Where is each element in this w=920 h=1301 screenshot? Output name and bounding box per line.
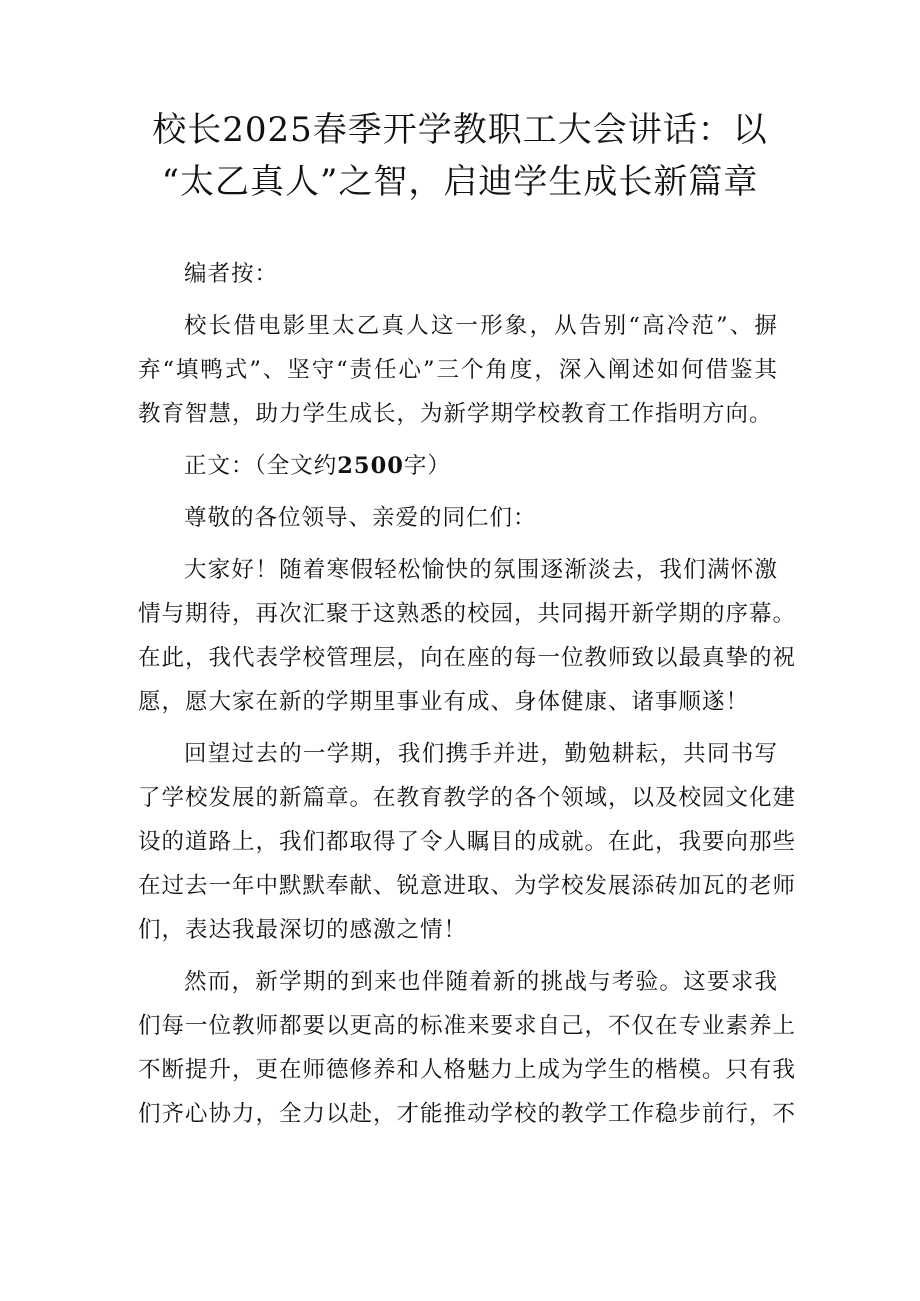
title-line-2: “太乙真人”之智，启迪学生成长新篇章 — [161, 162, 759, 202]
paragraph-line: 在过去一年中默默奉献、锐意进取、为学校发展添砖加瓦的老师 — [138, 873, 797, 899]
document-body — [138, 252, 797, 1136]
greeting-paragraph — [138, 496, 778, 540]
body-label-paragraph — [138, 444, 778, 488]
editor-note-label-paragraph — [138, 252, 778, 296]
body-label-count: 2500 — [337, 453, 404, 479]
paragraph-line: 们每一位教师都要以更高的标准来要求自己，不仅在专业素养上 — [138, 1013, 797, 1039]
paragraph-line: 不断提升，更在师德修养和人格魅力上成为学生的楷模。只有我 — [138, 1057, 797, 1083]
paragraph-line: 情与期待，再次汇聚于这熟悉的校园，共同揭开新学期的序幕。 — [138, 601, 797, 627]
body-label — [138, 444, 778, 488]
paragraph-line: 然而，新学期的到来也伴随着新的挑战与考验。这要求我 — [184, 969, 778, 995]
greeting: 尊敬的各位领导、亲爱的同仁们： — [184, 505, 537, 531]
editor-note-line: 弃“填鸭式”、坚守“责任心”三个角度，深入阐述如何借鉴其 — [138, 357, 778, 383]
editor-note-label: 编者按： — [184, 261, 279, 287]
paragraph-3 — [138, 960, 797, 1136]
editor-note-paragraph — [138, 304, 778, 436]
paragraph-line: 了学校发展的新篇章。在教育教学的各个领域，以及校园文化建 — [138, 785, 797, 811]
paragraph-line: 大家好！随着寒假轻松愉快的氛围逐渐淡去，我们满怀激 — [184, 557, 778, 583]
paragraph-line: 设的道路上，我们都取得了令人瞩目的成就。在此，我要向那些 — [138, 829, 797, 855]
title-line-1: 校长2025春季开学教职工大会讲话：以 — [152, 110, 768, 150]
editor-note-line: 校长借电影里太乙真人这一形象，从告别“高冷范”、摒 — [184, 313, 778, 339]
editor-note-line: 教育智慧，助力学生成长，为新学期学校教育工作指明方向。 — [138, 401, 773, 427]
body-label-suffix: 字） — [403, 453, 451, 479]
body-label-prefix: 正文：（全文约 — [184, 453, 338, 479]
paragraph-1 — [138, 548, 797, 724]
document-title — [120, 104, 800, 208]
paragraph-line: 愿，愿大家在新的学期里事业有成、身体健康、诸事顺遂！ — [138, 689, 750, 715]
paragraph-line: 们齐心协力，全力以赴，才能推动学校的教学工作稳步前行，不 — [138, 1101, 797, 1127]
paragraph-2 — [138, 732, 797, 952]
paragraph-line: 回望过去的一学期，我们携手并进，勤勉耕耘，共同书写 — [184, 741, 778, 767]
paragraph-line: 在此，我代表学校管理层，向在座的每一位教师致以最真挚的祝 — [138, 645, 797, 671]
paragraph-line: 们，表达我最深切的感激之情！ — [138, 917, 468, 943]
